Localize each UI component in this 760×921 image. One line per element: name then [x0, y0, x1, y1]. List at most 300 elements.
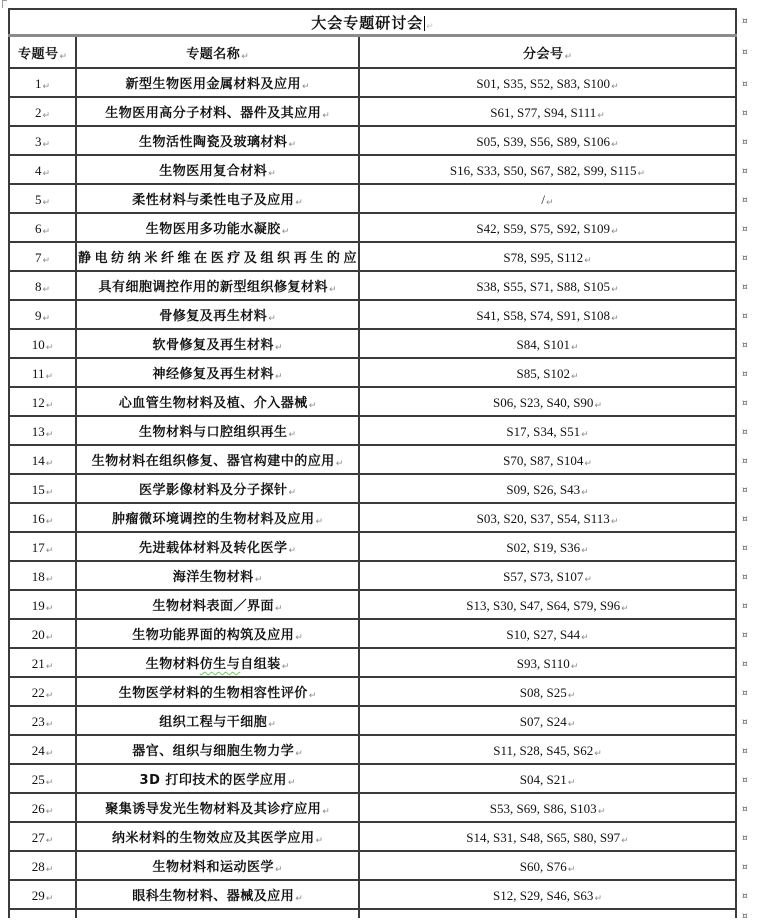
- topic-number: 13: [31, 424, 45, 439]
- cell-end-mark-icon: ↵: [45, 720, 54, 730]
- end-of-row-mark-icon: ¤: [742, 601, 748, 612]
- cell-end-mark-icon: ↵: [45, 865, 54, 875]
- topic-name: 生物医用多功能水凝胶: [145, 222, 281, 237]
- topic-number-cell[interactable]: [9, 358, 76, 387]
- session-codes-cell[interactable]: [359, 155, 736, 184]
- cell-end-mark-icon: ↵: [335, 459, 344, 469]
- topic-name: 生物材料在组织修复、器官构建中的应用: [91, 454, 335, 469]
- topic-name-cell[interactable]: [76, 300, 359, 329]
- topic-number-cell[interactable]: [9, 213, 76, 242]
- cell-end-mark-icon: ↵: [281, 227, 290, 237]
- cell-end-mark-icon: ↵: [45, 662, 54, 672]
- session-codes: S11, S28, S45, S62: [493, 743, 594, 758]
- cell-end-mark-icon: ↵: [621, 604, 629, 614]
- topic-name-cell[interactable]: [76, 561, 359, 590]
- topic-name-cell[interactable]: [76, 648, 359, 677]
- topic-number-cell[interactable]: [9, 880, 76, 909]
- topic-name: 生物医用复合材料: [159, 164, 268, 179]
- cell-end-mark-icon: ↵: [584, 256, 592, 266]
- topic-name: 新型生物医用金属材料及应用: [125, 77, 301, 92]
- topic-number: 17: [31, 540, 45, 555]
- topic-name-cell[interactable]: [76, 213, 359, 242]
- session-codes: S16, S33, S50, S67, S82, S99, S115: [449, 163, 637, 178]
- cell-end-mark-icon: ↵: [268, 169, 276, 179]
- session-codes-cell[interactable]: [359, 503, 736, 532]
- topic-name: 纳米材料的生物效应及其医学应用: [111, 831, 315, 846]
- session-codes: S78, S95, S112: [503, 250, 584, 265]
- topic-name: 生物活性陶瓷及玻璃材料: [138, 135, 288, 150]
- cell-end-mark-icon: ↵: [308, 691, 317, 701]
- session-codes-cell[interactable]: [359, 271, 736, 300]
- end-of-row-mark-icon: ¤: [742, 485, 748, 496]
- session-codes-cell[interactable]: [359, 184, 736, 213]
- topic-number: 11: [31, 366, 45, 381]
- cell-end-mark-icon: ↵: [281, 662, 290, 672]
- session-codes-cell[interactable]: [359, 416, 736, 445]
- topic-number-cell[interactable]: [9, 735, 76, 764]
- cell-end-mark-icon: ↵: [315, 836, 324, 846]
- cell-end-mark-icon: ↵: [42, 198, 51, 208]
- table-row: [9, 155, 736, 184]
- topic-number: 6: [34, 221, 42, 236]
- topic-name-cell[interactable]: [76, 590, 359, 619]
- cell-end-mark-icon: ↵: [59, 51, 68, 62]
- topic-name: 3D 打印技术的医学应用: [139, 773, 287, 788]
- topic-name-cell[interactable]: [76, 532, 359, 561]
- table-row: [9, 126, 736, 155]
- topic-name-cell[interactable]: [76, 126, 359, 155]
- header-topic-number[interactable]: [9, 36, 76, 69]
- cell-end-mark-icon: ↵: [45, 633, 54, 643]
- cell-end-mark-icon: ↵: [570, 372, 579, 382]
- table-row: [9, 445, 736, 474]
- header-session-codes[interactable]: [359, 36, 736, 69]
- table-row: [9, 851, 736, 880]
- end-of-row-mark-icon: ¤: [742, 833, 748, 844]
- topic-name-cell[interactable]: [76, 764, 359, 793]
- topic-name-part: 生物材料: [145, 657, 200, 672]
- topic-name-cell[interactable]: [76, 358, 359, 387]
- table-title-cell[interactable]: [9, 9, 736, 36]
- topic-name: 软骨修复及再生材料: [152, 338, 274, 353]
- end-of-row-mark-icon: ¤: [742, 456, 748, 467]
- topic-number: 25: [31, 772, 45, 787]
- topic-name: 组织工程与干细胞: [159, 715, 268, 730]
- topic-number-cell[interactable]: [9, 300, 76, 329]
- session-codes-cell[interactable]: [359, 445, 736, 474]
- session-codes-cell[interactable]: [359, 358, 736, 387]
- topic-number-cell[interactable]: [9, 706, 76, 735]
- end-of-row-mark-icon: ¤: [742, 398, 748, 409]
- topic-number: 18: [31, 569, 45, 584]
- topic-number: 12: [31, 395, 45, 410]
- session-codes-cell[interactable]: [359, 880, 736, 909]
- cell-end-mark-icon: ↵: [637, 169, 646, 179]
- topic-name-cell[interactable]: [76, 155, 359, 184]
- partial-cell: [76, 909, 359, 918]
- topic-number: 20: [31, 627, 45, 642]
- cell-end-mark-icon: ↵: [295, 894, 303, 904]
- topic-name: 器官、组织与细胞生物力学: [132, 744, 295, 759]
- session-codes: /: [541, 192, 546, 207]
- cell-end-mark-icon: ↵: [268, 314, 276, 324]
- topic-number: 28: [31, 859, 45, 874]
- topic-number: 26: [31, 801, 45, 816]
- topic-number-cell[interactable]: [9, 445, 76, 474]
- topic-number-cell[interactable]: [9, 329, 76, 358]
- topic-number-cell[interactable]: [9, 503, 76, 532]
- topic-name-cell[interactable]: [76, 68, 359, 97]
- topic-number: 8: [34, 279, 42, 294]
- cell-end-mark-icon: ↵: [322, 111, 330, 121]
- table-row: [9, 764, 736, 793]
- topic-name-cell[interactable]: [76, 822, 359, 851]
- session-codes-cell[interactable]: [359, 590, 736, 619]
- cell-end-mark-icon: ↵: [274, 372, 283, 382]
- topic-number-cell[interactable]: [9, 242, 76, 271]
- topic-name-cell[interactable]: [76, 242, 359, 271]
- session-codes-cell[interactable]: [359, 474, 736, 503]
- session-codes: S93, S110: [516, 656, 570, 671]
- topic-number-cell[interactable]: [9, 184, 76, 213]
- end-of-row-mark-icon: ¤: [742, 282, 748, 293]
- end-of-row-mark-icon: ¤: [742, 427, 748, 438]
- table-row: [9, 503, 736, 532]
- cell-end-mark-icon: ↵: [581, 546, 589, 556]
- cell-end-mark-icon: ↵: [288, 546, 297, 556]
- topic-name-cell[interactable]: [76, 880, 359, 909]
- topic-number-cell[interactable]: [9, 764, 76, 793]
- session-codes: S84, S101: [516, 337, 570, 352]
- cell-end-mark-icon: ↵: [274, 343, 283, 353]
- cell-end-mark-icon: ↵: [564, 51, 573, 62]
- table-row: [9, 213, 736, 242]
- header-topic-name-label: 专题名称: [186, 46, 241, 62]
- topic-number: 16: [31, 511, 45, 526]
- cell-end-mark-icon: ↵: [45, 894, 54, 904]
- partial-cell: [9, 909, 76, 918]
- cell-end-mark-icon: ↵: [322, 807, 330, 817]
- topic-number-cell[interactable]: [9, 851, 76, 880]
- end-of-row-mark-icon: ¤: [742, 224, 748, 235]
- cell-end-mark-icon: ↵: [42, 111, 51, 121]
- cell-end-mark-icon: ↵: [241, 51, 249, 62]
- topic-name-cell[interactable]: [76, 271, 359, 300]
- table-row: [9, 590, 736, 619]
- session-codes-cell[interactable]: [359, 793, 736, 822]
- topic-number-cell[interactable]: [9, 68, 76, 97]
- cell-end-mark-icon: ↵: [584, 459, 592, 469]
- topic-name: 骨修复及再生材料: [159, 309, 268, 324]
- topic-number: 29: [31, 888, 45, 903]
- topic-number: 21: [31, 656, 45, 671]
- topic-name: 生物材料表面／界面: [152, 599, 274, 614]
- session-codes-cell[interactable]: [359, 851, 736, 880]
- table-row: [9, 271, 736, 300]
- table-row: [9, 561, 736, 590]
- cell-end-mark-icon: ↵: [45, 604, 54, 614]
- topic-name: 生物材料与口腔组织再生: [138, 425, 288, 440]
- session-codes: S53, S69, S86, S103: [489, 801, 597, 816]
- topic-number-cell[interactable]: [9, 387, 76, 416]
- cell-end-mark-icon: ↵: [581, 633, 589, 643]
- session-codes-cell[interactable]: [359, 706, 736, 735]
- end-of-row-mark-icon: ¤: [742, 659, 748, 670]
- cell-end-mark-icon: ↵: [288, 140, 297, 150]
- cell-end-mark-icon: ↵: [594, 894, 602, 904]
- topic-number: 5: [34, 192, 42, 207]
- cell-end-mark-icon: ↵: [581, 488, 589, 498]
- session-codes: S13, S30, S47, S64, S79, S96: [466, 598, 621, 613]
- topic-name-spellcheck-part: 仿生与: [199, 657, 241, 672]
- cell-end-mark-icon: ↵: [301, 82, 310, 92]
- cell-end-mark-icon: ↵: [45, 459, 54, 469]
- topic-name: 肿瘤微环境调控的生物材料及应用: [111, 512, 315, 527]
- topic-number-cell[interactable]: [9, 561, 76, 590]
- session-codes-cell[interactable]: [359, 68, 736, 97]
- paragraph-mark-icon: ↵: [426, 21, 434, 32]
- table-row: [9, 793, 736, 822]
- session-codes: S10, S27, S44: [506, 627, 581, 642]
- topic-number-cell[interactable]: [9, 648, 76, 677]
- topic-name: 海洋生物材料: [172, 570, 254, 585]
- table-row: [9, 474, 736, 503]
- cell-end-mark-icon: ↵: [611, 285, 619, 295]
- topic-number-cell[interactable]: [9, 590, 76, 619]
- session-codes: S70, S87, S104: [503, 453, 584, 468]
- end-of-row-mark-icon: ¤: [742, 16, 748, 27]
- topic-number: 24: [31, 743, 45, 758]
- end-of-row-mark-icon: ¤: [742, 79, 748, 90]
- cell-end-mark-icon: ↵: [611, 227, 619, 237]
- topic-number-cell[interactable]: [9, 532, 76, 561]
- topic-number: 9: [34, 308, 42, 323]
- end-of-row-mark-icon: ¤: [742, 195, 748, 206]
- topic-number-cell[interactable]: [9, 677, 76, 706]
- end-of-row-mark-icon: ¤: [742, 911, 748, 921]
- session-codes-cell[interactable]: [359, 677, 736, 706]
- end-of-row-mark-icon: ¤: [742, 630, 748, 641]
- session-codes: S17, S34, S51: [506, 424, 581, 439]
- topic-number: 7: [34, 250, 42, 265]
- session-codes-cell[interactable]: [359, 735, 736, 764]
- session-codes: S07, S24: [519, 714, 567, 729]
- cell-end-mark-icon: ↵: [581, 430, 589, 440]
- topic-number-cell[interactable]: [9, 97, 76, 126]
- partial-table-row: [9, 909, 736, 918]
- table-row: [9, 706, 736, 735]
- cell-end-mark-icon: ↵: [42, 227, 51, 237]
- topic-number: 1: [34, 76, 42, 91]
- topic-number: 2: [34, 105, 42, 120]
- cell-end-mark-icon: ↵: [308, 401, 317, 411]
- session-codes-cell[interactable]: [359, 561, 736, 590]
- cell-end-mark-icon: ↵: [567, 865, 576, 875]
- cell-end-mark-icon: ↵: [45, 546, 54, 556]
- cell-end-mark-icon: ↵: [315, 517, 324, 527]
- topic-name-cell[interactable]: [76, 329, 359, 358]
- session-codes: S57, S73, S107: [503, 569, 584, 584]
- cell-end-mark-icon: ↵: [254, 575, 263, 585]
- session-codes: S41, S58, S74, S91, S108: [476, 308, 611, 323]
- table-row: [9, 880, 736, 909]
- cell-end-mark-icon: ↵: [45, 372, 54, 382]
- end-of-row-mark-icon: ¤: [742, 47, 748, 58]
- topic-number: 4: [34, 163, 42, 178]
- topic-name-cell[interactable]: [76, 851, 359, 880]
- table-row: [9, 416, 736, 445]
- cell-end-mark-icon: ↵: [567, 691, 576, 701]
- topic-name-cell[interactable]: [76, 445, 359, 474]
- topic-number-cell[interactable]: [9, 619, 76, 648]
- cell-end-mark-icon: ↵: [295, 633, 303, 643]
- end-of-row-mark-icon: ¤: [742, 804, 748, 815]
- cell-end-mark-icon: ↵: [274, 604, 283, 614]
- topic-name-part: 自组装: [240, 657, 281, 672]
- cell-end-mark-icon: ↵: [570, 662, 579, 672]
- cell-end-mark-icon: ↵: [288, 430, 297, 440]
- header-session-codes-label: 分会号: [522, 46, 564, 62]
- cell-end-mark-icon: ↵: [611, 314, 619, 324]
- end-of-row-mark-icon: ¤: [742, 717, 748, 728]
- cell-end-mark-icon: ↵: [546, 198, 554, 208]
- header-topic-number-label: 专题号: [17, 46, 59, 62]
- cell-end-mark-icon: ↵: [45, 488, 54, 498]
- end-of-row-mark-icon: ¤: [742, 688, 748, 699]
- end-of-row-mark-icon: ¤: [742, 891, 748, 902]
- cell-end-mark-icon: ↵: [611, 82, 619, 92]
- session-codes: S12, S29, S46, S63: [493, 888, 594, 903]
- topic-name: 柔性材料与柔性电子及应用: [132, 193, 295, 208]
- session-codes: S85, S102: [516, 366, 570, 381]
- cell-end-mark-icon: ↵: [597, 111, 605, 121]
- topic-number: 3: [34, 134, 42, 149]
- table-row: [9, 648, 736, 677]
- session-codes-cell[interactable]: [359, 764, 736, 793]
- cell-end-mark-icon: ↵: [287, 778, 296, 788]
- topic-number-cell[interactable]: [9, 822, 76, 851]
- session-codes-cell[interactable]: [359, 532, 736, 561]
- topic-name: 生物功能界面的构筑及应用: [132, 628, 295, 643]
- topic-number-cell[interactable]: [9, 126, 76, 155]
- cell-end-mark-icon: ↵: [268, 720, 276, 730]
- topic-number-cell[interactable]: [9, 271, 76, 300]
- topic-name: 生物医用高分子材料、器件及其应用: [105, 106, 322, 121]
- session-codes: S05, S39, S56, S89, S106: [476, 134, 611, 149]
- topic-number-cell[interactable]: [9, 474, 76, 503]
- session-codes: S08, S25: [519, 685, 567, 700]
- topic-number: 22: [31, 685, 45, 700]
- session-codes-cell[interactable]: [359, 126, 736, 155]
- session-codes: S02, S19, S36: [506, 540, 581, 555]
- cell-end-mark-icon: ↵: [610, 517, 619, 527]
- cell-end-mark-icon: ↵: [42, 285, 51, 295]
- end-of-row-mark-icon: ¤: [742, 340, 748, 351]
- session-codes-cell[interactable]: [359, 822, 736, 851]
- table-header-row: [9, 36, 736, 69]
- end-of-row-mark-icon: ¤: [742, 311, 748, 322]
- table-row: [9, 300, 736, 329]
- topic-number-cell[interactable]: [9, 155, 76, 184]
- topic-name-cell[interactable]: [76, 416, 359, 445]
- session-codes-cell[interactable]: [359, 300, 736, 329]
- session-codes-cell[interactable]: [359, 619, 736, 648]
- cell-end-mark-icon: ↵: [567, 778, 576, 788]
- session-codes-cell[interactable]: [359, 97, 736, 126]
- cell-end-mark-icon: ↵: [570, 343, 579, 353]
- topic-name-cell[interactable]: [76, 387, 359, 416]
- topic-name-cell[interactable]: [76, 793, 359, 822]
- cell-end-mark-icon: ↵: [42, 256, 51, 266]
- header-topic-name[interactable]: [76, 36, 359, 69]
- cell-end-mark-icon: ↵: [45, 807, 54, 817]
- table-row: [9, 677, 736, 706]
- topic-name-cell[interactable]: [76, 503, 359, 532]
- topic-name: 具有细胞调控作用的新型组织修复材料: [98, 280, 328, 295]
- topic-number-cell[interactable]: [9, 416, 76, 445]
- end-of-row-mark-icon: ¤: [742, 137, 748, 148]
- topic-name-cell[interactable]: [76, 184, 359, 213]
- cell-end-mark-icon: ↵: [274, 865, 283, 875]
- cell-end-mark-icon: ↵: [42, 169, 51, 179]
- cell-end-mark-icon: ↵: [45, 430, 54, 440]
- cell-end-mark-icon: ↵: [45, 691, 54, 701]
- cell-end-mark-icon: ↵: [45, 343, 54, 353]
- table-handle-tick: [2, 0, 7, 8]
- table-row: [9, 329, 736, 358]
- topic-name-cell[interactable]: [76, 619, 359, 648]
- end-of-row-mark-icon: ¤: [742, 543, 748, 554]
- session-codes: S01, S35, S52, S83, S100: [476, 76, 611, 91]
- topic-name: 生物材料和运动医学: [152, 860, 274, 875]
- topic-name: 先进载体材料及转化医学: [138, 541, 288, 556]
- table-row: [9, 184, 736, 213]
- topic-name-cell[interactable]: [76, 474, 359, 503]
- table-row: [9, 68, 736, 97]
- topic-name-cell[interactable]: [76, 97, 359, 126]
- cell-end-mark-icon: ↵: [42, 140, 51, 150]
- end-of-row-mark-icon: ¤: [742, 572, 748, 583]
- table-title: 大会专题研讨会: [311, 13, 424, 32]
- end-of-row-mark-icon: ¤: [742, 775, 748, 786]
- end-of-row-mark-icon: ¤: [742, 862, 748, 873]
- session-codes-cell[interactable]: [359, 387, 736, 416]
- topic-name-cell[interactable]: [76, 735, 359, 764]
- cell-end-mark-icon: ↵: [45, 575, 54, 585]
- session-codes-cell[interactable]: [359, 242, 736, 271]
- topic-name-cell[interactable]: [76, 677, 359, 706]
- end-of-row-mark-icon: ¤: [742, 369, 748, 380]
- session-codes-cell[interactable]: [359, 329, 736, 358]
- partial-cell: [359, 909, 736, 918]
- cell-end-mark-icon: ↵: [594, 749, 602, 759]
- topic-name: 心血管生物材料及植、介入器械: [118, 396, 308, 411]
- topic-name: 聚集诱导发光生物材料及其诊疗应用: [105, 802, 322, 817]
- table-row: [9, 358, 736, 387]
- session-codes-cell[interactable]: [359, 213, 736, 242]
- session-codes: S38, S55, S71, S88, S105: [476, 279, 611, 294]
- table-row: [9, 532, 736, 561]
- topic-number-cell[interactable]: [9, 793, 76, 822]
- end-of-row-mark-icon: ¤: [742, 108, 748, 119]
- session-codes-cell[interactable]: [359, 648, 736, 677]
- topic-number: 27: [31, 830, 45, 845]
- topic-name-cell[interactable]: [76, 706, 359, 735]
- table-row: [9, 97, 736, 126]
- table-row: [9, 735, 736, 764]
- end-of-row-mark-icon: ¤: [742, 253, 748, 264]
- end-of-row-mark-icon: ¤: [742, 166, 748, 177]
